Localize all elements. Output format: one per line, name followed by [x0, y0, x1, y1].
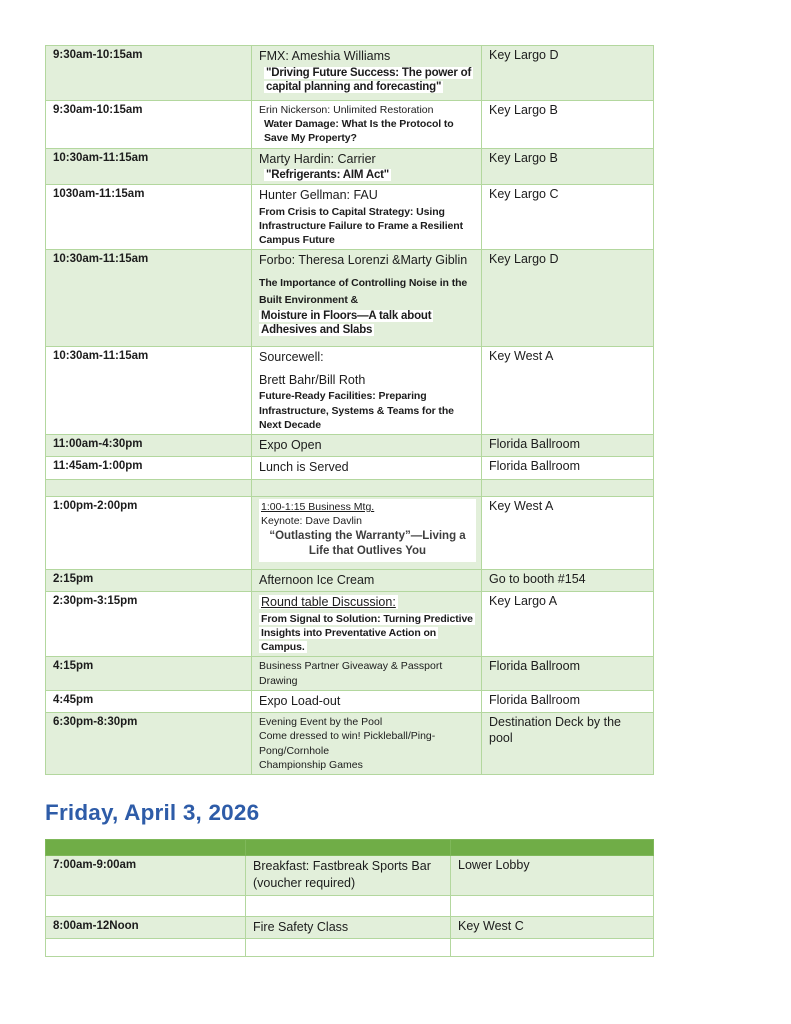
- highlighted-text: "Refrigerants: AIM Act": [266, 169, 390, 182]
- event-line: Breakfast: Fastbreak Sports Bar (voucher required): [253, 858, 431, 891]
- schedule-row: [46, 46, 654, 101]
- event-line: 1:00-1:15 Business Mtg.: [261, 500, 375, 513]
- schedule-row: [46, 916, 654, 939]
- schedule-row: [46, 496, 654, 569]
- event-cell: [252, 713, 482, 775]
- schedule-row: [46, 690, 654, 713]
- event-cell: [252, 250, 482, 347]
- location-cell: Lower Lobby: [451, 855, 654, 895]
- event-line: “Outlasting the Warranty”—Living a Life that Outlives You: [269, 530, 466, 558]
- event-line: [259, 309, 476, 338]
- event-line: [259, 168, 476, 182]
- schedule-row: [46, 434, 654, 457]
- location-cell: Go to booth #154: [482, 569, 654, 592]
- event-line: Water Damage: What Is the Protocol to Save My Property?: [264, 118, 454, 145]
- highlighted-text: "Driving Future Success: The power of capital planning and forecasting": [266, 66, 472, 93]
- schedule-row: [46, 250, 654, 347]
- time-cell: [46, 895, 246, 916]
- event-cell: [252, 46, 482, 101]
- time-cell: 10:30am-11:15am: [46, 148, 252, 185]
- friday-date-heading: Friday, April 3, 2026: [45, 799, 260, 825]
- schedule-row: [46, 479, 654, 496]
- highlighted-text: Round table Discussion:: [261, 595, 396, 610]
- event-cell: [252, 569, 482, 592]
- location-cell: Key West A: [482, 496, 654, 569]
- schedule-row: [46, 895, 654, 916]
- time-cell: 2:30pm-3:15pm: [46, 592, 252, 657]
- location-cell: Florida Ballroom: [482, 690, 654, 713]
- friday-schedule-table: [45, 839, 654, 958]
- event-cell: [246, 916, 451, 939]
- time-cell: 4:15pm: [46, 657, 252, 690]
- location-cell: Key Largo D: [482, 46, 654, 101]
- location-cell: Key Largo B: [482, 148, 654, 185]
- event-line: Lunch is Served: [259, 460, 349, 475]
- event-cell: [246, 839, 451, 855]
- event-cell: [252, 148, 482, 185]
- schedule-row: [46, 101, 654, 149]
- event-line: Fire Safety Class: [253, 919, 349, 934]
- event-line: Expo Open: [259, 437, 322, 452]
- page-content: [45, 45, 653, 957]
- event-line: Championship Games: [259, 758, 363, 771]
- time-cell: 6:30pm-8:30pm: [46, 713, 252, 775]
- table-header-row: [46, 839, 654, 855]
- event-cell: [246, 855, 451, 895]
- event-cell: [252, 690, 482, 713]
- highlighted-text: From Signal to Solution: Turning Predictive Insights into Preventative Action on Campus.: [261, 612, 473, 654]
- event-line: Come dressed to win! Pickleball/Ping-Pong/Cornhole: [259, 730, 436, 757]
- time-cell: 1:00pm-2:00pm: [46, 496, 252, 569]
- event-line: [259, 66, 476, 95]
- highlighted-text: Moisture in Floors—A talk about Adhesives and Slabs: [261, 309, 432, 336]
- event-line: [259, 594, 476, 612]
- time-cell: 10:30am-11:15am: [46, 250, 252, 347]
- location-cell: Key Largo A: [482, 592, 654, 657]
- event-cell: [252, 457, 482, 480]
- event-cell: [252, 185, 482, 250]
- event-cell: [252, 347, 482, 435]
- location-cell: [451, 839, 654, 855]
- location-cell: Key West C: [451, 916, 654, 939]
- event-cell: [252, 657, 482, 690]
- location-cell: Destination Deck by the pool: [482, 713, 654, 775]
- event-line: FMX: Ameshia Williams: [259, 49, 391, 63]
- time-cell: 11:45am-1:00pm: [46, 457, 252, 480]
- event-line: Keynote: Dave Davlin: [261, 515, 362, 528]
- event-line: Evening Event by the Pool: [259, 716, 383, 729]
- schedule-row: [46, 713, 654, 775]
- schedule-row: [46, 347, 654, 435]
- event-cell: [252, 479, 482, 496]
- event-line: Hunter Gellman: FAU: [259, 188, 378, 203]
- schedule-row: [46, 457, 654, 480]
- time-cell: [46, 939, 246, 957]
- schedule-row: [46, 855, 654, 895]
- event-line: Expo Load-out: [259, 693, 341, 708]
- time-cell: [46, 839, 246, 855]
- schedule-row: [46, 657, 654, 690]
- event-line: Business Partner Giveaway & Passport Drawing: [259, 660, 443, 687]
- event-cell: [246, 939, 451, 957]
- event-cell: [252, 434, 482, 457]
- event-line: From Crisis to Capital Strategy: Using Infrastructure Failure to Frame a Resilient Campus Future: [259, 205, 464, 247]
- location-cell: Key West A: [482, 347, 654, 435]
- event-line: Afternoon Ice Cream: [259, 572, 375, 587]
- event-cell: [252, 592, 482, 657]
- time-cell: 4:45pm: [46, 690, 252, 713]
- schedule-row: [46, 592, 654, 657]
- location-cell: [451, 939, 654, 957]
- location-cell: Florida Ballroom: [482, 434, 654, 457]
- time-cell: 8:00am-12Noon: [46, 916, 246, 939]
- schedule-row: [46, 939, 654, 957]
- time-cell: 11:00am-4:30pm: [46, 434, 252, 457]
- time-cell: 9:30am-10:15am: [46, 46, 252, 101]
- location-cell: [482, 479, 654, 496]
- event-line: [259, 612, 476, 655]
- event-line: Brett Bahr/Bill Roth: [259, 372, 366, 387]
- event-cell: [246, 895, 451, 916]
- schedule-row: [46, 148, 654, 185]
- event-line: Marty Hardin: Carrier: [259, 151, 376, 166]
- time-cell: 1030am-11:15am: [46, 185, 252, 250]
- event-line: Sourcewell:: [259, 350, 324, 365]
- time-cell: [46, 479, 252, 496]
- event-cell: [252, 101, 482, 149]
- event-line: Future-Ready Facilities: Preparing Infrastructure, Systems & Teams for the Next Decade: [259, 390, 454, 431]
- time-cell: 10:30am-11:15am: [46, 347, 252, 435]
- location-cell: Florida Ballroom: [482, 657, 654, 690]
- location-cell: Florida Ballroom: [482, 457, 654, 480]
- highlighted-block: [259, 499, 476, 562]
- schedule-row: [46, 185, 654, 250]
- event-line: Forbo: Theresa Lorenzi &Marty Giblin: [259, 253, 468, 268]
- location-cell: [451, 895, 654, 916]
- schedule-table-1: [45, 45, 654, 775]
- time-cell: 7:00am-9:00am: [46, 855, 246, 895]
- location-cell: Key Largo C: [482, 185, 654, 250]
- event-line: Erin Nickerson: Unlimited Restoration: [259, 104, 434, 116]
- event-line: The Importance of Controlling Noise in the Built Environment &: [259, 276, 468, 306]
- location-cell: Key Largo D: [482, 250, 654, 347]
- time-cell: 9:30am-10:15am: [46, 101, 252, 149]
- schedule-row: [46, 569, 654, 592]
- time-cell: 2:15pm: [46, 569, 252, 592]
- location-cell: Key Largo B: [482, 101, 654, 149]
- event-cell: [252, 496, 482, 569]
